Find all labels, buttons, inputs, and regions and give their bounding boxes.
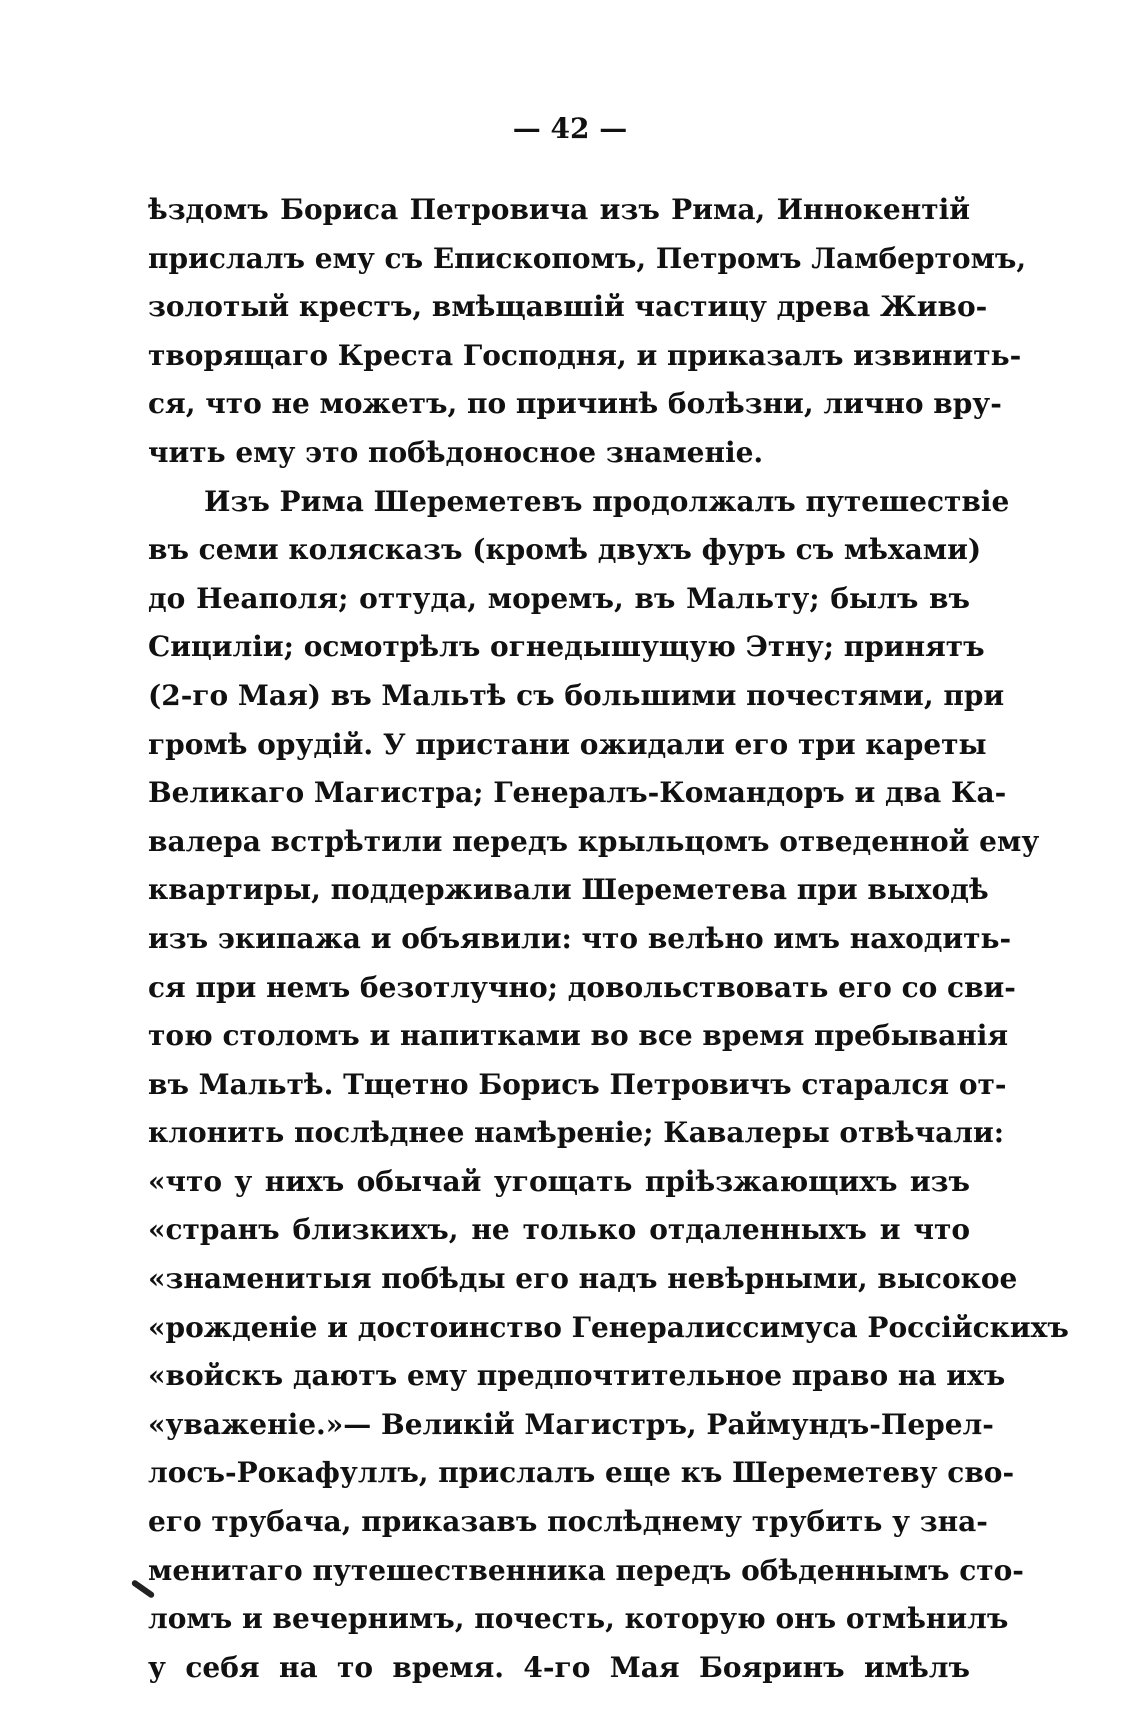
text-line: прислалъ ему съ Епископомъ, Петромъ Ламбертомъ, xyxy=(148,241,1027,275)
text-line: «что у нихъ обычай угощать пріѣзжающихъ изъ xyxy=(148,1164,970,1198)
text-line: «уваженіе.»— Великій Магистръ, Раймундъ-Перел- xyxy=(148,1407,994,1441)
text-line: ся при немъ безотлучно; довольствовать его со сви- xyxy=(148,970,1016,1004)
body-text xyxy=(148,186,1069,1692)
text-line: клонить послѣднее намѣреніе; Кавалеры отвѣчали: xyxy=(148,1116,1005,1150)
text-line: въ семи колясказъ (кромѣ двухъ фуръ съ мѣхами) xyxy=(148,533,982,567)
text-line: Изъ Рима Шереметевъ продолжалъ путешествіе xyxy=(204,484,1010,518)
text-line: «рожденіе и достоинство Генералиссимуса Россійскихъ xyxy=(148,1310,1069,1344)
text-line: ся, что не можетъ, по причинѣ болѣзни, лично вру- xyxy=(148,387,1002,421)
text-line: «войскъ даютъ ему предпочтительное право на ихъ xyxy=(148,1359,1006,1393)
text-line: менитаго путешественника передъ обѣденнымъ сто- xyxy=(148,1553,1024,1587)
text-line: громѣ орудій. У пристани ожидали его три кареты xyxy=(148,727,987,761)
text-line: «знаменитыя побѣды его надъ невѣрными, высокое xyxy=(148,1262,1018,1296)
text-line: Великаго Магистра; Генералъ-Командоръ и два Ка- xyxy=(148,776,1007,810)
page-number: — 42 — xyxy=(512,112,628,145)
text-line: (2-го Мая) въ Мальтѣ съ большими почестями, при xyxy=(148,678,1005,712)
text-line: его трубача, приказавъ послѣднему трубить у зна- xyxy=(148,1505,988,1539)
text-line: Сициліи; осмотрѣлъ огнедышущую Этну; принятъ xyxy=(148,630,985,664)
text-line: золотый крестъ, вмѣщавшій частицу древа Живо- xyxy=(148,290,988,324)
text-line: квартиры, поддерживали Шереметева при выходѣ xyxy=(148,873,989,907)
text-line: творящаго Креста Господня, и приказалъ извинить- xyxy=(148,338,1022,372)
text-line: чить ему это побѣдоносное знаменіе. xyxy=(148,435,764,469)
text-line: въ Мальтѣ. Тщетно Борисъ Петровичъ старался от- xyxy=(148,1067,1007,1101)
text-line: лосъ-Рокафуллъ, прислалъ еще къ Шереметеву сво- xyxy=(148,1456,1015,1490)
text-line: ѣздомъ Бориса Петровича изъ Рима, Иннокентій xyxy=(148,193,970,226)
text-line: ломъ и вечернимъ, почесть, которую онъ отмѣнилъ xyxy=(148,1602,1009,1636)
text-line: валера встрѣтили передъ крыльцомъ отведенной ему xyxy=(148,824,1040,858)
text-line: «странъ близкихъ, не только отдаленныхъ и что xyxy=(148,1213,970,1247)
text-line: изъ экипажа и объявили: что велѣно имъ находить- xyxy=(148,921,1012,955)
text-line: у себя на то время. 4-го Мая Бояринъ имѣлъ xyxy=(148,1650,970,1684)
text-line: тою столомъ и напитками во все время пребыванія xyxy=(148,1019,1009,1053)
text-line: до Неаполя; оттуда, моремъ, въ Мальту; былъ въ xyxy=(148,581,970,615)
